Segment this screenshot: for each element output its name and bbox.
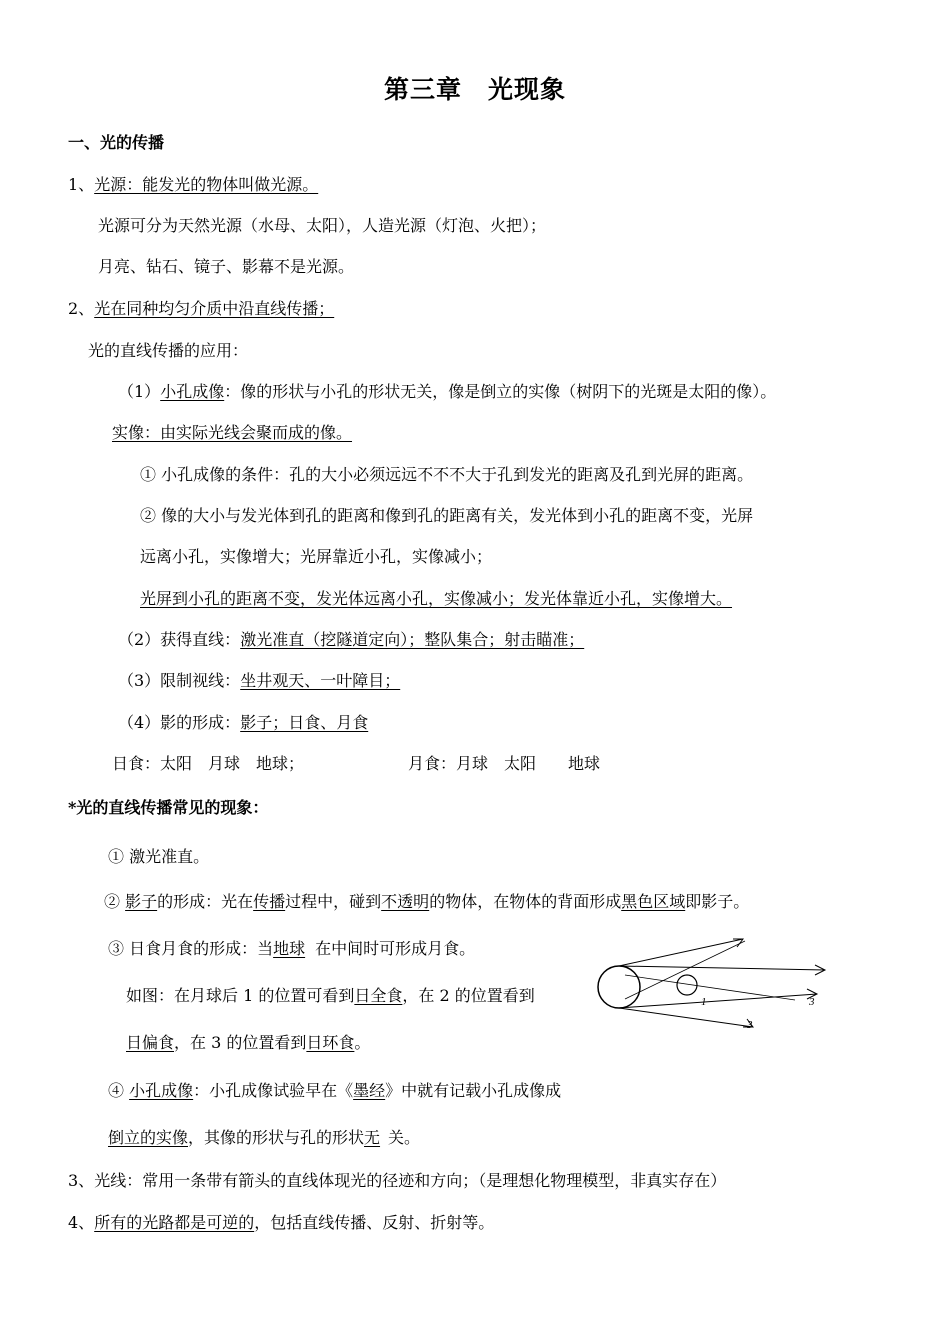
item-reversibility	[68, 1212, 494, 1234]
position-label-1: 1	[701, 996, 707, 1008]
application-3	[118, 670, 400, 692]
real-image-definition: 实像：由实际光线会聚而成的像。	[112, 423, 353, 442]
text: ：小孔成像试验早在《	[193, 1081, 354, 1100]
text: 在中间时可形成月食。	[315, 939, 476, 958]
definition-text: 光在同种均匀介质中沿直线传播；	[94, 299, 335, 318]
ray	[619, 1008, 753, 1027]
page-title: 第三章 光现象	[383, 75, 566, 104]
examples: 坐井观天、一叶障目；	[240, 671, 401, 690]
phenomenon-4	[108, 1080, 561, 1102]
term: 墨经	[353, 1081, 386, 1100]
term: 日全食	[354, 986, 403, 1005]
application-1	[118, 381, 776, 403]
term: 日环食	[306, 1033, 355, 1052]
definition-text: 光源：能发光的物体叫做光源。	[94, 175, 319, 194]
ray	[619, 939, 743, 966]
text: 过程中，碰到	[285, 892, 382, 911]
paragraph: 月亮、钻石、镜子、影幕不是光源。	[98, 257, 355, 276]
label: （3）限制视线：	[118, 671, 241, 690]
ray	[625, 975, 795, 1000]
term: 不透明	[381, 892, 430, 911]
condition-1: ① 小孔成像的条件：孔的大小必须远远不不不大于孔到发光的距离及孔到光屏的距离。	[140, 465, 754, 484]
phenomenon-4-cont	[108, 1127, 420, 1149]
text: 的形成：光在	[157, 892, 254, 911]
item-light-source	[68, 174, 318, 196]
phenomenon-3	[108, 938, 475, 960]
text: ③ 日食月食的形成：当	[108, 939, 274, 958]
ray	[619, 994, 817, 1008]
text: 如图：在月球后 1 的位置可看到	[126, 986, 355, 1005]
ray	[619, 966, 825, 970]
text: 的物体，在物体的背面形成	[429, 892, 622, 911]
examples: 激光准直（挖隧道定向）；整队集合；射击瞄准；	[240, 630, 585, 649]
term: 小孔成像	[129, 1081, 194, 1100]
condition-2-cont: 光屏到小孔的距离不变，发光体远离小孔，实像减小；发光体靠近小孔，实像增大。	[140, 589, 733, 608]
item-number: 2、	[68, 299, 95, 318]
application-2	[118, 629, 584, 651]
text: 。	[354, 1033, 371, 1052]
text: ，其像的形状与孔的形状	[188, 1128, 365, 1147]
text: ，包括直线传播、反射、折射等。	[254, 1213, 495, 1232]
term: 地球	[273, 939, 306, 958]
item-number: 1、	[68, 175, 95, 194]
text: ，在 3 的位置看到	[174, 1033, 307, 1052]
paragraph: 光源可分为天然光源（水母、太阳），人造光源（灯泡、火把）；	[98, 216, 547, 235]
text: 即影子。	[685, 892, 750, 911]
item-number: 4、	[68, 1213, 95, 1232]
sun-circle	[598, 966, 640, 1008]
term: 小孔成像	[160, 382, 225, 401]
term: 传播	[253, 892, 286, 911]
subheading: 光的直线传播的应用：	[88, 341, 249, 360]
section-heading: *光的直线传播常见的现象：	[68, 798, 269, 817]
item-light-ray	[68, 1170, 726, 1192]
term: 影子	[125, 892, 158, 911]
label: （4）影的形成：	[118, 713, 241, 732]
text: 关。	[388, 1128, 421, 1147]
phenomenon-2	[104, 891, 749, 913]
solar-eclipse-order: 日食：太阳 月球 地球；	[112, 754, 305, 773]
position-label-3: 3	[747, 1019, 753, 1031]
text: 光线：常用一条带有箭头的直线体现光的径迹和方向；（是理想化物理模型，非真实存在）	[94, 1171, 727, 1190]
condition-2-cont: 远离小孔，实像增大；光屏靠近小孔，实像减小；	[140, 547, 493, 566]
eclipse-diagram	[595, 935, 835, 1035]
phenomenon-1: ① 激光准直。	[108, 847, 210, 866]
term: 日偏食	[126, 1033, 175, 1052]
marker: ②	[104, 892, 121, 911]
examples: 影子；日食、月食	[240, 713, 369, 732]
figure-caption	[126, 985, 535, 1007]
text: 》中就有记载小孔成像成	[385, 1081, 562, 1100]
text: ：像的形状与小孔的形状无关，像是倒立的实像（树阴下的光斑是太阳的像）。	[224, 382, 777, 401]
term: 所有的光路都是可逆的	[94, 1213, 255, 1232]
figure-caption-cont	[126, 1032, 370, 1054]
term: 倒立的实像	[108, 1128, 189, 1147]
condition-2: ② 像的大小与发光体到孔的距离和像到孔的距离有关，发光体到小孔的距离不变，光屏	[140, 506, 754, 525]
term: 黑色区域	[621, 892, 686, 911]
item-propagation	[68, 298, 334, 320]
position-label-3: 3	[809, 996, 815, 1008]
lunar-eclipse-order: 月食：月球 太阳 地球	[408, 754, 601, 773]
section-heading: 一、光的传播	[68, 133, 165, 152]
item-number: 3、	[68, 1171, 95, 1190]
term: 无	[364, 1128, 381, 1147]
application-4	[118, 712, 368, 734]
label: （2）获得直线：	[118, 630, 241, 649]
marker: ④	[108, 1081, 125, 1100]
text: ，在 2 的位置看到	[402, 986, 535, 1005]
label: （1）	[118, 382, 161, 401]
